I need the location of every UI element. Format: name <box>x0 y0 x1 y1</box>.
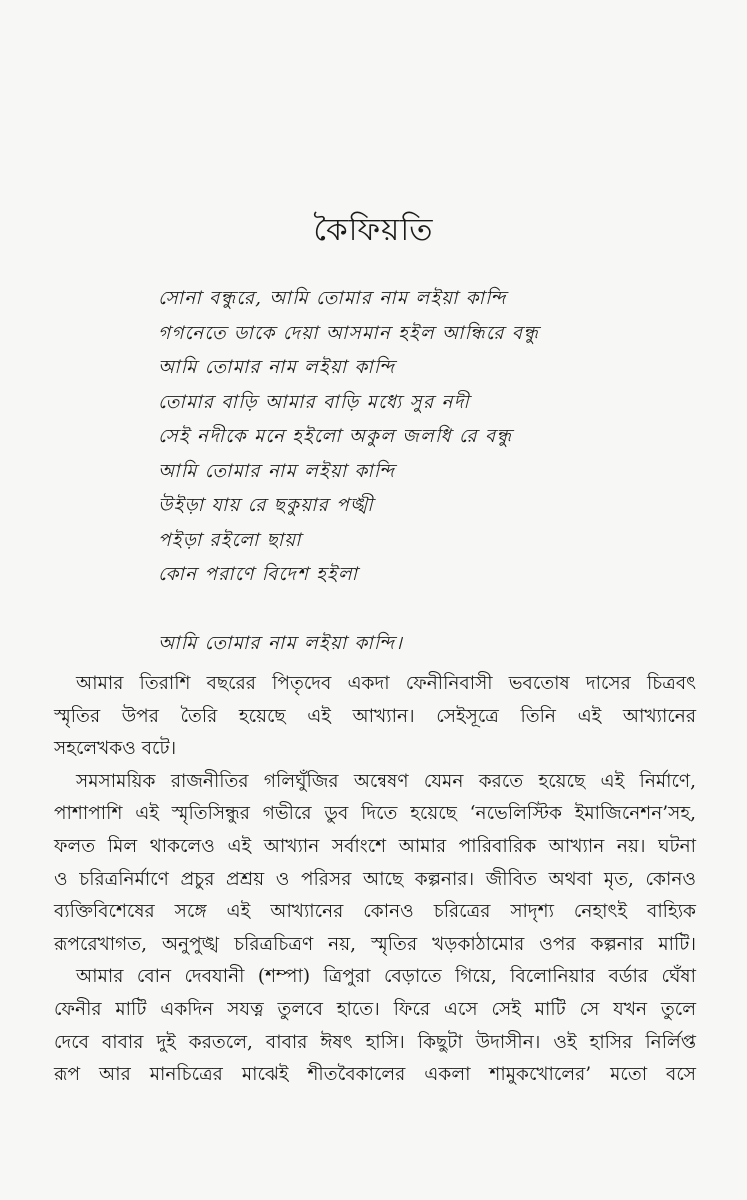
text-line: ও চরিত্রনির্মাণে প্রচুর প্রশ্রয় ও পরিসর আছে কল্পনার। জীবিত অথবা মৃত, কোনও <box>54 868 696 890</box>
text-line: সহলেখকও বটে। <box>54 738 177 760</box>
text-line: দেবে বাবার দুই করতলে, বাবার ঈষৎ হাসি। কিছুটা উদাসীন। ওই হাসির নির্লিপ্ত <box>54 1031 696 1053</box>
text-line: ফলত মিল থাকলেও এই আখ্যান সর্বাংশে আমার পারিবারিক আখ্যান নয়। ঘটনা <box>54 835 696 857</box>
epigraph-poem <box>158 282 638 662</box>
text-line: রূপরেখাগত, অনুপুঙ্খ চরিত্রচিত্রণ নয়, স্মৃতির খড়কাঠামোর ওপর কল্পনার মাটি। <box>54 933 696 955</box>
poem-line: আমি তোমার নাম লইয়া কান্দি। <box>158 633 404 654</box>
paragraph <box>54 668 696 766</box>
poem-line-faded <box>158 593 638 628</box>
poem-line: সোনা বন্ধুরে, আমি তোমার নাম লইয়া কান্দি <box>158 288 507 309</box>
page-title: কৈফিয়তি <box>313 212 434 248</box>
text-line: আমার তিরাশি বছরের পিতৃদেব একদা ফেনীনিবাসী ভবতোষ দাসের চিত্রবৎ <box>76 673 696 694</box>
text-line: স্মৃতির উপর তৈরি হয়েছে এই আখ্যান। সেইসূত্রে তিনি এই আখ্যানের <box>54 705 696 727</box>
poem-line: সেই নদীকে মনে হইলো অকুল জলধি রে বন্ধু <box>158 426 513 447</box>
text-line: পাশাপাশি এই স্মৃতিসিন্ধুর গভীরে ডুব দিতে হয়েছে ‘নভেলিস্টিক ইমাজিনেশন’সহ, <box>54 803 696 825</box>
poem-line: গগনেতে ডাকে দেয়া আসমান হইল আন্ধিরে বন্ধু <box>158 322 540 344</box>
text-line: ফেনীর মাটি একদিন সযত্ন তুলবে হাতে। ফিরে এসে সেই মাটি সে যখন তুলে <box>54 998 696 1020</box>
poem-line: কোন পরাণে বিদেশ হইলা <box>158 564 359 585</box>
poem-line: তোমার বাড়ি আমার বাড়ি মধ্যে সুর নদী <box>158 391 470 413</box>
poem-line: আমি তোমার নাম লইয়া কান্দি <box>158 460 396 482</box>
text-line: আমার বোন দেবযানী (শম্পা) ত্রিপুরা বেড়াতে গিয়ে, বিলোনিয়ার বর্ডার ঘেঁষা <box>76 966 696 988</box>
poem-line: আমি তোমার নাম লইয়া কান্দি <box>158 357 396 378</box>
poem-line: পইড়া রইলো ছায়া <box>158 529 302 551</box>
text-line: রূপ আর মানচিত্রের মাঝেই শীতবৈকালের একলা শামুকখোলের’ মতো বসে <box>54 1064 696 1086</box>
body-text <box>54 668 696 1092</box>
paragraph <box>54 961 696 1091</box>
text-line: ব্যক্তিবিশেষের সঙ্গে এই আখ্যানের কোনও চরিত্রের সাদৃশ্য নেহাৎই বাহ্যিক <box>54 901 696 923</box>
text-line: সমসাময়িক রাজনীতির গলিঘুঁজির অন্বেষণ যেমন করতে হয়েছে এই নির্মাণে, <box>76 770 696 792</box>
paragraph <box>54 766 696 962</box>
poem-line: উইড়া যায় রে ছকুয়ার পঙ্খী <box>158 495 374 516</box>
